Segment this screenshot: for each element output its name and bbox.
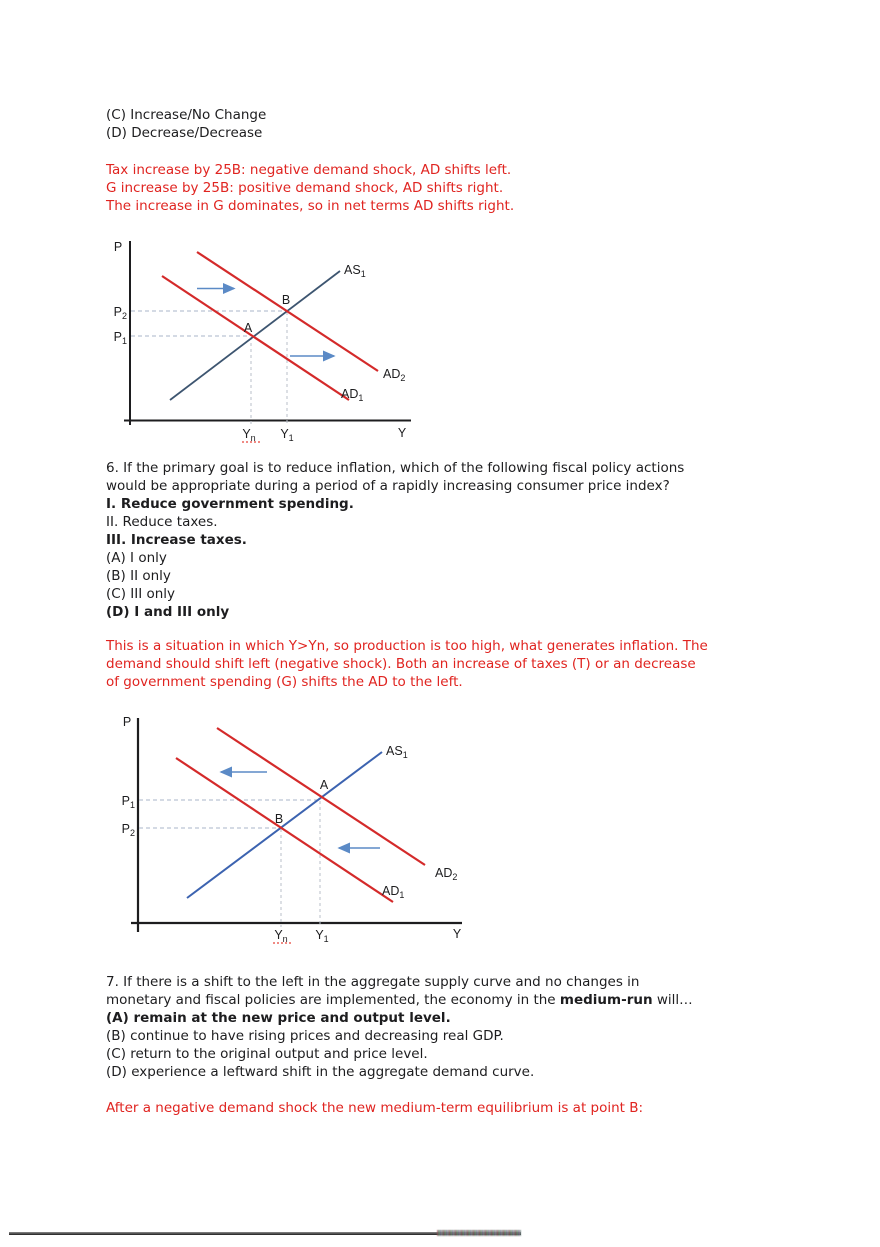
answer6-line: This is a situation in which Y>Yn, so production is too high, what generates inflation. The	[106, 638, 708, 654]
point-a-label: A	[319, 778, 329, 792]
p2-tick-label: $P_2$	[121, 822, 135, 838]
yn-tick-label: $Y_n$	[274, 928, 288, 944]
ad1-label: $AD_1$	[382, 884, 405, 900]
ad2-label: $AD_2$	[435, 866, 458, 882]
y1-tick-label: $Y_1$	[280, 427, 294, 443]
answer5-line: Tax increase by 25B: negative demand shock, AD shifts left.	[106, 162, 512, 178]
q6-item-1: I. Reduce government spending.	[106, 496, 354, 512]
p1-tick-label: $P_1$	[121, 794, 135, 810]
previous-options	[106, 106, 266, 142]
q7-option-a: (A) remain at the new price and output level.	[106, 1010, 451, 1026]
answer7-line: After a negative demand shock the new medium-term equilibrium is at point B:	[106, 1100, 644, 1116]
option-d: (D) Decrease/Decrease	[106, 125, 263, 141]
answer5-explanation	[106, 161, 514, 215]
q7-text-line	[106, 991, 693, 1009]
yn-tick-label: $Y_n$	[242, 427, 256, 443]
p-axis-label: P	[122, 715, 132, 729]
question-7	[106, 973, 693, 1081]
q6-option-c: (C) III only	[106, 586, 176, 602]
q7-option-c: (C) return to the original output and price level.	[106, 1046, 428, 1062]
as1-label: $AS_1$	[344, 263, 366, 279]
option-c: (C) Increase/No Change	[106, 107, 267, 123]
q7-line2-pre: monetary and fiscal policies are implemented, the economy in the	[106, 992, 560, 1008]
q7-line2-post: will…	[652, 992, 693, 1008]
y-axis-label: Y	[452, 927, 462, 941]
answer6-line: of government spending (G) shifts the AD to the left.	[106, 674, 463, 690]
asad-diagram-1	[100, 232, 430, 447]
ad2-label: $AD_2$	[383, 367, 406, 383]
q6-option-b: (B) II only	[106, 568, 171, 584]
p2-tick-label: $P_2$	[113, 305, 127, 321]
ad1-curve	[162, 276, 349, 400]
q6-text-line: 6. If the primary goal is to reduce inflation, which of the following fiscal policy actions	[106, 460, 685, 476]
footer-watermark	[437, 1230, 521, 1236]
q7-line2-bold: medium-run	[559, 992, 653, 1008]
question-6	[106, 459, 684, 621]
q7-option-d: (D) experience a leftward shift in the aggregate demand curve.	[106, 1064, 535, 1080]
ad1-curve	[176, 758, 393, 902]
point-a-label: A	[243, 321, 253, 335]
q7-text-line: 7. If there is a shift to the left in the aggregate supply curve and no changes in	[106, 974, 640, 990]
q6-text-line: would be appropriate during a period of a rapidly increasing consumer price index?	[106, 478, 670, 494]
q6-item-3: III. Increase taxes.	[106, 532, 247, 548]
point-b-label: B	[281, 293, 291, 307]
q7-option-b: (B) continue to have rising prices and decreasing real GDP.	[106, 1028, 504, 1044]
answer6-line: demand should shift left (negative shock). Both an increase of taxes (T) or an decrease	[106, 656, 696, 672]
q6-option-d: (D) I and III only	[106, 604, 230, 620]
p1-tick-label: $P_1$	[113, 330, 127, 346]
y1-tick-label: $Y_1$	[315, 928, 329, 944]
point-b-label: B	[274, 812, 284, 826]
p-axis-label: P	[113, 240, 123, 254]
q6-option-a: (A) I only	[106, 550, 167, 566]
q6-item-2: II. Reduce taxes.	[106, 514, 218, 530]
y-axis-label: Y	[397, 426, 407, 440]
ad1-label: $AD_1$	[341, 387, 364, 403]
answer6-explanation	[106, 637, 708, 691]
as1-label: $AS_1$	[386, 744, 408, 760]
answer5-line: The increase in G dominates, so in net terms AD shifts right.	[106, 198, 515, 214]
answer7-explanation	[106, 1099, 643, 1117]
answer5-line: G increase by 25B: positive demand shock, AD shifts right.	[106, 180, 504, 196]
asad-diagram-2	[112, 712, 482, 952]
